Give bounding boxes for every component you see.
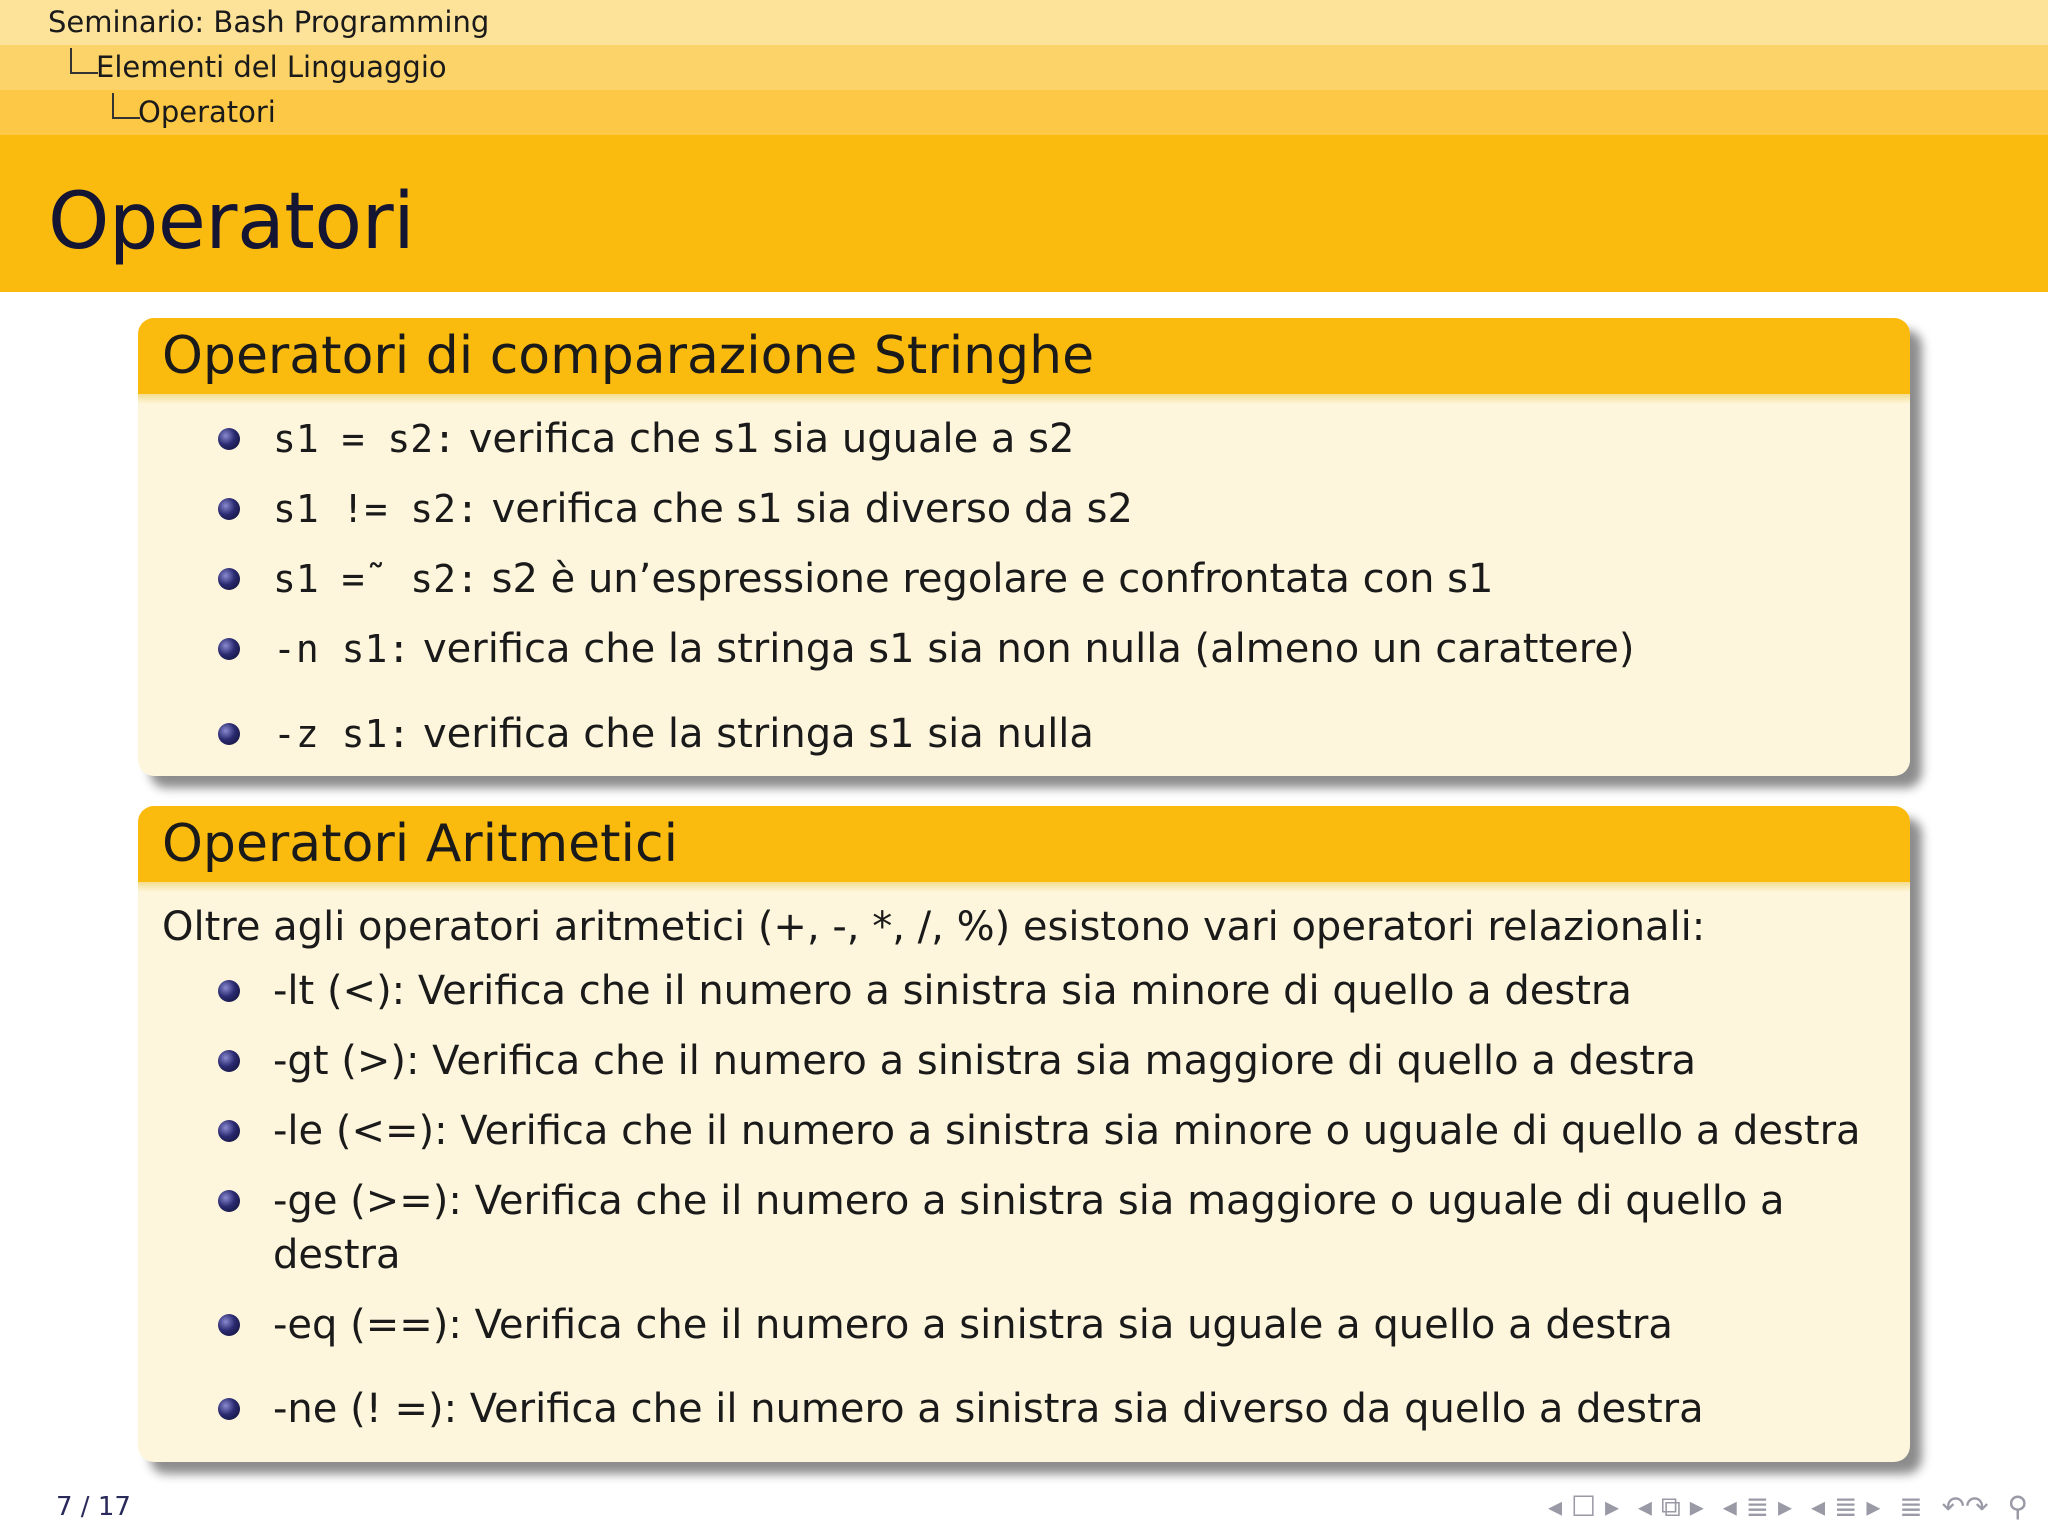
operator-code: -n s1: xyxy=(273,627,411,671)
list-item xyxy=(138,412,1910,482)
block-title: Operatori Aritmetici xyxy=(162,814,679,874)
operator-description: -ne (! =): Verifica che il numero a sinistra sia diverso da quello a destra xyxy=(273,1386,1704,1432)
list-item xyxy=(138,1298,1910,1382)
operator-description: verifica che la stringa s1 sia non nulla (almeno un carattere) xyxy=(410,626,1635,672)
arithmetic-operators-block xyxy=(138,806,1910,1462)
list-item xyxy=(138,482,1910,552)
bullet-icon xyxy=(218,980,240,1002)
frame-title-bar xyxy=(0,135,2048,292)
nav-frame-icon[interactable]: ◂ ☐ ▸ xyxy=(1547,1490,1619,1523)
bullet-icon xyxy=(218,498,240,520)
string-operators-block xyxy=(138,318,1910,776)
tree-branch-icon xyxy=(112,93,140,119)
block-header xyxy=(138,318,1910,394)
operator-description: verifica che s1 sia uguale a s2 xyxy=(456,416,1075,462)
page-number: 7 / 17 xyxy=(56,1492,131,1522)
bullet-icon xyxy=(218,1050,240,1072)
list-item xyxy=(138,552,1910,622)
bullet-icon xyxy=(218,428,240,450)
nav-outline-icon[interactable]: ≣ xyxy=(1899,1490,1923,1523)
operator-description: verifica che la stringa s1 sia nulla xyxy=(410,711,1094,757)
string-operators-list xyxy=(138,412,1910,776)
operator-code: s1 = s2: xyxy=(273,417,457,461)
list-item xyxy=(138,622,1910,707)
breadcrumb-section[interactable]: Elementi del Linguaggio xyxy=(96,50,447,84)
block-header xyxy=(138,806,1910,882)
block-title: Operatori di comparazione Stringhe xyxy=(162,326,1095,386)
operator-description: verifica che s1 sia diverso da s2 xyxy=(478,486,1133,532)
operator-description: s2 è un’espressione regolare e confrontata con s1 xyxy=(478,556,1494,602)
list-item xyxy=(138,1034,1910,1104)
breadcrumb-level-3[interactable] xyxy=(0,90,2048,135)
operator-description: -le (<=): Verifica che il numero a sinistra sia minore o uguale di quello a destra xyxy=(273,1108,1861,1154)
operator-code: s1 =˜ s2: xyxy=(273,557,479,601)
nav-subsection-icon[interactable]: ◂ ⧉ ▸ xyxy=(1637,1490,1704,1523)
breadcrumb-subsection[interactable]: Operatori xyxy=(138,95,276,129)
operator-code: s1 != s2: xyxy=(273,487,479,531)
breadcrumb-level-1[interactable] xyxy=(0,0,2048,45)
list-item xyxy=(138,964,1910,1034)
tree-branch-icon xyxy=(70,48,98,74)
nav-list-icon[interactable]: ◂ ≣ ▸ xyxy=(1811,1490,1881,1523)
bullet-icon xyxy=(218,723,240,745)
list-item xyxy=(138,707,1910,776)
bullet-icon xyxy=(218,568,240,590)
bullet-icon xyxy=(218,638,240,660)
operator-description: -gt (>): Verifica che il numero a sinistra sia maggiore di quello a destra xyxy=(273,1038,1697,1084)
breadcrumb xyxy=(0,0,2048,135)
operator-description: -eq (==): Verifica che il numero a sinistra sia uguale a quello a destra xyxy=(273,1302,1673,1348)
search-icon[interactable]: ⚲ xyxy=(2007,1490,2028,1523)
operator-description: -ge (>=): Verifica che il numero a sinistra sia maggiore o uguale di quello a destra xyxy=(273,1178,1785,1278)
list-item xyxy=(138,1174,1910,1298)
bullet-icon xyxy=(218,1120,240,1142)
nav-section-icon[interactable]: ◂ ≣ ▸ xyxy=(1722,1490,1793,1523)
operator-description: -lt (<): Verifica che il numero a sinistra sia minore di quello a destra xyxy=(273,968,1632,1014)
bullet-icon xyxy=(218,1190,240,1212)
breadcrumb-presentation-title[interactable]: Seminario: Bash Programming xyxy=(48,5,490,39)
beamer-navigation xyxy=(1538,1490,2028,1524)
bullet-icon xyxy=(218,1398,240,1420)
page-title: Operatori xyxy=(48,177,415,267)
arithmetic-operators-list xyxy=(138,964,1910,1452)
operator-code: -z s1: xyxy=(273,712,411,756)
breadcrumb-level-2[interactable] xyxy=(0,45,2048,90)
list-item xyxy=(138,1382,1910,1452)
back-forward-icon[interactable]: ↶↷ xyxy=(1941,1490,1989,1523)
block-intro: Oltre agli operatori aritmetici (+, -, *, /, %) esistono vari operatori relazionali: xyxy=(162,904,1706,950)
list-item xyxy=(138,1104,1910,1174)
bullet-icon xyxy=(218,1314,240,1336)
